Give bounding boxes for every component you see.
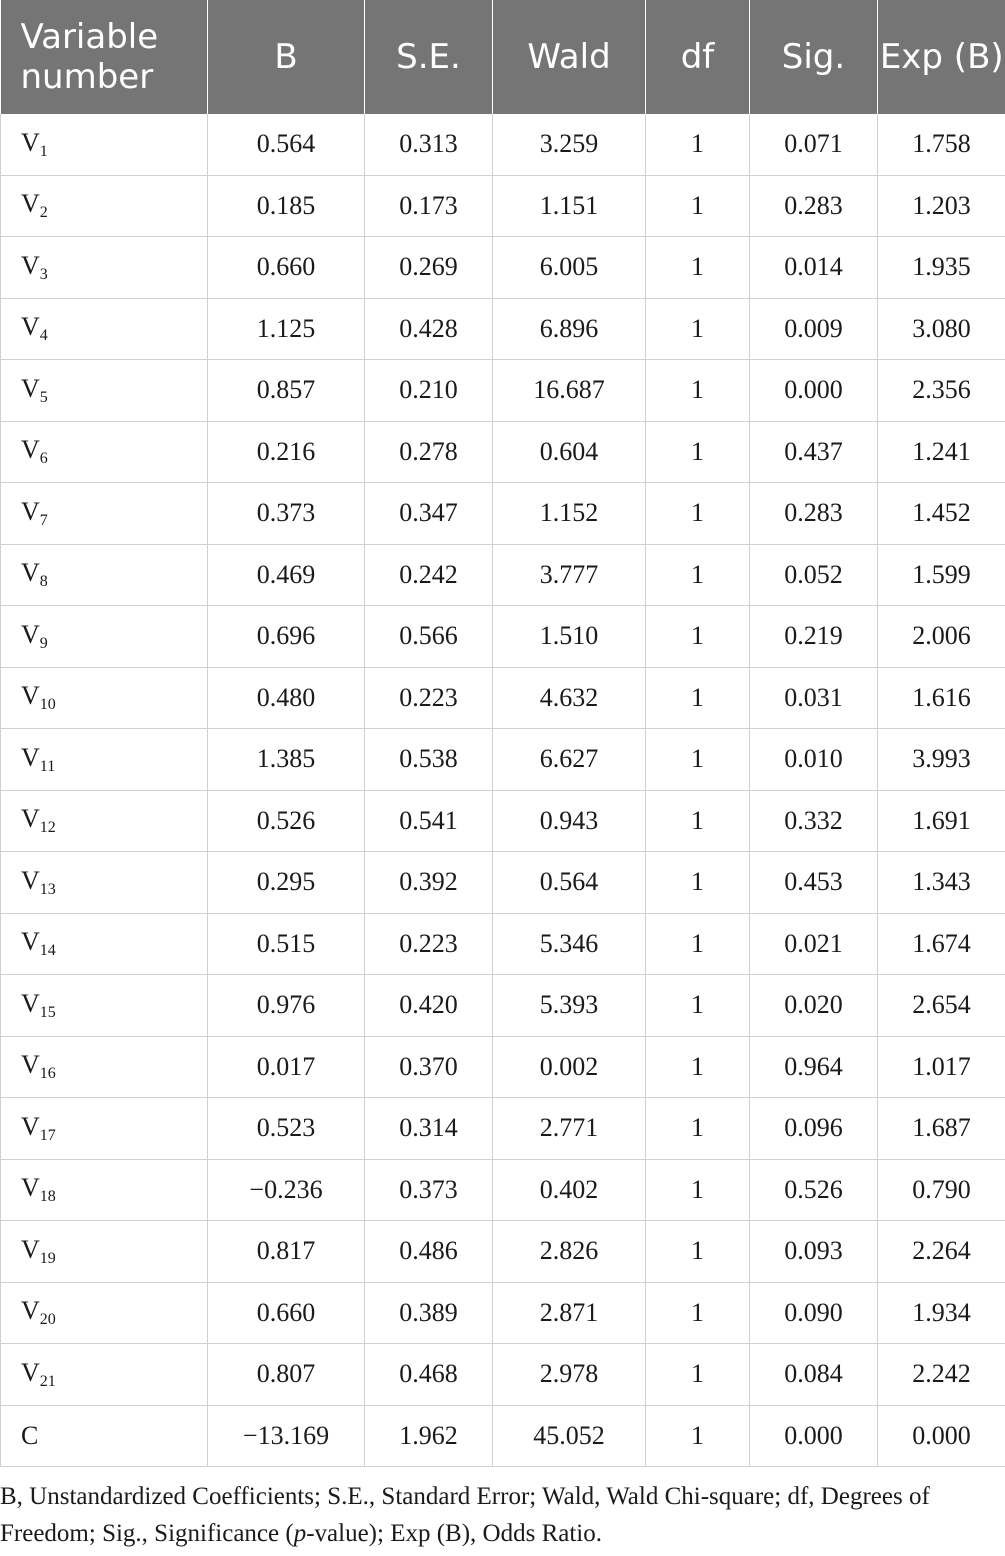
table-cell: −13.169 bbox=[208, 1405, 365, 1467]
variable-name: V bbox=[21, 988, 40, 1018]
table-cell: 1 bbox=[646, 544, 750, 606]
table-cell: 0.480 bbox=[208, 667, 365, 729]
table-row bbox=[1, 421, 1005, 483]
table-cell: 1.934 bbox=[878, 1282, 1005, 1344]
table-cell: 1 bbox=[646, 1221, 750, 1283]
column-header-2: B bbox=[208, 0, 365, 114]
table-cell: 1 bbox=[646, 421, 750, 483]
table-cell: 0.660 bbox=[208, 237, 365, 299]
table-cell: 0.857 bbox=[208, 360, 365, 422]
table-cell: 0.807 bbox=[208, 1344, 365, 1406]
table-row bbox=[1, 913, 1005, 975]
table-cell: 0.564 bbox=[208, 114, 365, 175]
table-cell: 0.453 bbox=[750, 852, 878, 914]
table-cell: 0.347 bbox=[365, 483, 493, 545]
variable-name: V bbox=[21, 1296, 40, 1326]
table-row bbox=[1, 114, 1005, 175]
variable-cell bbox=[1, 606, 208, 668]
table-row bbox=[1, 175, 1005, 237]
table-cell: 0.486 bbox=[365, 1221, 493, 1283]
table-cell: 0.000 bbox=[878, 1405, 1005, 1467]
variable-subscript: 21 bbox=[39, 1372, 56, 1390]
table-cell: 3.993 bbox=[878, 729, 1005, 791]
variable-cell bbox=[1, 175, 208, 237]
table-cell: 1.758 bbox=[878, 114, 1005, 175]
table-cell: 3.259 bbox=[493, 114, 646, 175]
table-cell: 1.510 bbox=[493, 606, 646, 668]
table-row bbox=[1, 483, 1005, 545]
table-cell: 0.014 bbox=[750, 237, 878, 299]
table-cell: 0.219 bbox=[750, 606, 878, 668]
table-cell: 0.566 bbox=[365, 606, 493, 668]
table-cell: 2.654 bbox=[878, 975, 1005, 1037]
table-cell: 0.295 bbox=[208, 852, 365, 914]
table-cell: 0.071 bbox=[750, 114, 878, 175]
table-cell: 0.017 bbox=[208, 1036, 365, 1098]
variable-subscript: 6 bbox=[39, 450, 48, 468]
table-cell: 1 bbox=[646, 1344, 750, 1406]
table-cell: 2.771 bbox=[493, 1098, 646, 1160]
table-body bbox=[1, 114, 1005, 1467]
table-cell: 1.151 bbox=[493, 175, 646, 237]
variable-cell bbox=[1, 1221, 208, 1283]
variable-name: V bbox=[21, 250, 40, 280]
variable-subscript: 2 bbox=[39, 204, 48, 222]
table-cell: 0.402 bbox=[493, 1159, 646, 1221]
column-header-6: Sig. bbox=[750, 0, 878, 114]
table-row bbox=[1, 1344, 1005, 1406]
table-cell: 0.283 bbox=[750, 483, 878, 545]
variable-name: V bbox=[21, 189, 40, 219]
variable-subscript: 13 bbox=[39, 880, 56, 898]
table-cell: 1 bbox=[646, 790, 750, 852]
table-cell: 0.313 bbox=[365, 114, 493, 175]
variable-subscript: 4 bbox=[39, 327, 48, 345]
table-cell: 1 bbox=[646, 606, 750, 668]
table-cell: 0.428 bbox=[365, 298, 493, 360]
table-cell: 0.523 bbox=[208, 1098, 365, 1160]
table-cell: 0.943 bbox=[493, 790, 646, 852]
table-cell: 1 bbox=[646, 975, 750, 1037]
variable-cell bbox=[1, 975, 208, 1037]
table-cell: 1.343 bbox=[878, 852, 1005, 914]
variable-name: V bbox=[21, 312, 40, 342]
table-cell: 0.223 bbox=[365, 913, 493, 975]
table-cell: 1.241 bbox=[878, 421, 1005, 483]
variable-subscript: 18 bbox=[39, 1188, 56, 1206]
table-cell: 1.385 bbox=[208, 729, 365, 791]
table-cell: 0.278 bbox=[365, 421, 493, 483]
table-cell: 0.604 bbox=[493, 421, 646, 483]
table-cell: 0.002 bbox=[493, 1036, 646, 1098]
column-header-3: S.E. bbox=[365, 0, 493, 114]
table-cell: 2.978 bbox=[493, 1344, 646, 1406]
table-row bbox=[1, 729, 1005, 791]
table-cell: 1.125 bbox=[208, 298, 365, 360]
table-cell: 1 bbox=[646, 298, 750, 360]
column-header-7: Exp (B) bbox=[878, 0, 1005, 114]
table-row bbox=[1, 1098, 1005, 1160]
variable-cell bbox=[1, 790, 208, 852]
variable-subscript: 9 bbox=[39, 634, 48, 652]
variable-name: V bbox=[21, 619, 40, 649]
table-cell: 5.393 bbox=[493, 975, 646, 1037]
table-row bbox=[1, 298, 1005, 360]
table-cell: 0.964 bbox=[750, 1036, 878, 1098]
variable-cell bbox=[1, 544, 208, 606]
table-cell: −0.236 bbox=[208, 1159, 365, 1221]
table-cell: 0.515 bbox=[208, 913, 365, 975]
table-cell: 0.541 bbox=[365, 790, 493, 852]
table-cell: 1.152 bbox=[493, 483, 646, 545]
variable-cell bbox=[1, 913, 208, 975]
variable-subscript: 12 bbox=[39, 819, 56, 837]
variable-subscript: 8 bbox=[39, 573, 48, 591]
table-row bbox=[1, 1036, 1005, 1098]
table-cell: 1.017 bbox=[878, 1036, 1005, 1098]
table-cell: 1.452 bbox=[878, 483, 1005, 545]
variable-name: V bbox=[21, 681, 40, 711]
variable-cell bbox=[1, 1159, 208, 1221]
table-cell: 2.871 bbox=[493, 1282, 646, 1344]
table-cell: 2.242 bbox=[878, 1344, 1005, 1406]
table-cell: 1.599 bbox=[878, 544, 1005, 606]
variable-name: V bbox=[21, 558, 40, 588]
table-cell: 1 bbox=[646, 913, 750, 975]
table-cell: 0.269 bbox=[365, 237, 493, 299]
variable-name: V bbox=[21, 435, 40, 465]
variable-cell bbox=[1, 360, 208, 422]
table-cell: 0.526 bbox=[750, 1159, 878, 1221]
table-cell: 6.005 bbox=[493, 237, 646, 299]
table-row bbox=[1, 237, 1005, 299]
table-row bbox=[1, 1221, 1005, 1283]
table-cell: 0.009 bbox=[750, 298, 878, 360]
variable-cell bbox=[1, 852, 208, 914]
table-cell: 1.616 bbox=[878, 667, 1005, 729]
table-row bbox=[1, 975, 1005, 1037]
table-cell: 0.696 bbox=[208, 606, 365, 668]
variable-name: V bbox=[21, 865, 40, 895]
table-cell: 1 bbox=[646, 114, 750, 175]
table-cell: 1 bbox=[646, 1036, 750, 1098]
table-cell: 4.632 bbox=[493, 667, 646, 729]
table-cell: 0.538 bbox=[365, 729, 493, 791]
table-cell: 1 bbox=[646, 1282, 750, 1344]
table-cell: 1.935 bbox=[878, 237, 1005, 299]
table-cell: 45.052 bbox=[493, 1405, 646, 1467]
table-cell: 0.000 bbox=[750, 1405, 878, 1467]
variable-cell bbox=[1, 1405, 208, 1467]
footnote-text-after: -value); Exp (B), Odds Ratio. bbox=[306, 1520, 602, 1547]
table-cell: 0.031 bbox=[750, 667, 878, 729]
variable-cell bbox=[1, 1036, 208, 1098]
table-cell: 0.373 bbox=[208, 483, 365, 545]
variable-cell bbox=[1, 667, 208, 729]
table-cell: 6.896 bbox=[493, 298, 646, 360]
table-cell: 2.826 bbox=[493, 1221, 646, 1283]
table-cell: 0.052 bbox=[750, 544, 878, 606]
variable-name: V bbox=[21, 1173, 40, 1203]
table-row bbox=[1, 606, 1005, 668]
table-cell: 0.526 bbox=[208, 790, 365, 852]
table-cell: 1 bbox=[646, 1405, 750, 1467]
variable-subscript: 11 bbox=[39, 757, 56, 775]
variable-name: V bbox=[21, 373, 40, 403]
table-cell: 0.332 bbox=[750, 790, 878, 852]
table-cell: 0.817 bbox=[208, 1221, 365, 1283]
variable-name: V bbox=[21, 927, 40, 957]
variable-name: V bbox=[21, 1357, 40, 1387]
table-cell: 0.242 bbox=[365, 544, 493, 606]
table-cell: 0.976 bbox=[208, 975, 365, 1037]
variable-subscript: 1 bbox=[39, 142, 48, 160]
variable-cell bbox=[1, 237, 208, 299]
table-cell: 0.314 bbox=[365, 1098, 493, 1160]
table-cell: 0.010 bbox=[750, 729, 878, 791]
table-row bbox=[1, 1159, 1005, 1221]
table-row bbox=[1, 790, 1005, 852]
variable-subscript: 16 bbox=[39, 1065, 56, 1083]
table-cell: 0.000 bbox=[750, 360, 878, 422]
table-cell: 1 bbox=[646, 483, 750, 545]
table-cell: 0.468 bbox=[365, 1344, 493, 1406]
table-cell: 5.346 bbox=[493, 913, 646, 975]
table-cell: 1.691 bbox=[878, 790, 1005, 852]
table-cell: 1 bbox=[646, 175, 750, 237]
table-cell: 3.777 bbox=[493, 544, 646, 606]
table-cell: 0.564 bbox=[493, 852, 646, 914]
variable-cell bbox=[1, 1282, 208, 1344]
table-cell: 1.962 bbox=[365, 1405, 493, 1467]
variable-subscript: 15 bbox=[39, 1003, 56, 1021]
table-cell: 0.210 bbox=[365, 360, 493, 422]
variable-cell bbox=[1, 729, 208, 791]
table-cell: 0.185 bbox=[208, 175, 365, 237]
footnote-italic-p: p bbox=[293, 1520, 307, 1547]
table-cell: 0.660 bbox=[208, 1282, 365, 1344]
table-cell: 2.356 bbox=[878, 360, 1005, 422]
table-cell: 1 bbox=[646, 729, 750, 791]
variable-subscript: 14 bbox=[39, 942, 56, 960]
variable-cell bbox=[1, 483, 208, 545]
table-row bbox=[1, 544, 1005, 606]
table-cell: 2.264 bbox=[878, 1221, 1005, 1283]
variable-name: V bbox=[21, 496, 40, 526]
table-cell: 0.093 bbox=[750, 1221, 878, 1283]
variable-subscript: 3 bbox=[39, 265, 48, 283]
variable-subscript: 20 bbox=[39, 1311, 56, 1329]
table-cell: 0.283 bbox=[750, 175, 878, 237]
variable-subscript: 10 bbox=[39, 696, 56, 714]
variable-name: V bbox=[21, 1050, 40, 1080]
table-cell: 0.790 bbox=[878, 1159, 1005, 1221]
variable-cell bbox=[1, 1344, 208, 1406]
variable-cell bbox=[1, 114, 208, 175]
variable-subscript: 19 bbox=[39, 1249, 56, 1267]
table-cell: 0.090 bbox=[750, 1282, 878, 1344]
table-row bbox=[1, 667, 1005, 729]
table-cell: 16.687 bbox=[493, 360, 646, 422]
table-row bbox=[1, 360, 1005, 422]
table-cell: 0.437 bbox=[750, 421, 878, 483]
table-cell: 0.096 bbox=[750, 1098, 878, 1160]
column-header-5: df bbox=[646, 0, 750, 114]
table-cell: 1 bbox=[646, 667, 750, 729]
variable-cell bbox=[1, 298, 208, 360]
table-row bbox=[1, 1282, 1005, 1344]
variable-subscript: 5 bbox=[39, 388, 48, 406]
table-cell: 0.223 bbox=[365, 667, 493, 729]
variable-name: V bbox=[21, 127, 40, 157]
table-cell: 1 bbox=[646, 1159, 750, 1221]
column-header-1: Variable number bbox=[1, 0, 208, 114]
table-cell: 0.173 bbox=[365, 175, 493, 237]
table-cell: 0.216 bbox=[208, 421, 365, 483]
variable-subscript: 17 bbox=[39, 1126, 56, 1144]
table-cell: 0.370 bbox=[365, 1036, 493, 1098]
variable-name: V bbox=[21, 1234, 40, 1264]
table-header bbox=[1, 0, 1005, 114]
table-footnote bbox=[0, 1478, 1000, 1552]
table-cell: 1.203 bbox=[878, 175, 1005, 237]
variable-name: V bbox=[21, 742, 40, 772]
variable-subscript: 7 bbox=[39, 511, 48, 529]
variable-name: V bbox=[21, 804, 40, 834]
footnote-text-before: B, Unstandardized Coefficients; S.E., Standard Error; Wald, Wald Chi-square; df, Degrees of Freedom; Sig., Significance ( bbox=[0, 1483, 930, 1547]
column-header-4: Wald bbox=[493, 0, 646, 114]
header-row bbox=[1, 0, 1005, 114]
variable-name: V bbox=[21, 1111, 40, 1141]
table-cell: 1 bbox=[646, 1098, 750, 1160]
table-cell: 2.006 bbox=[878, 606, 1005, 668]
table-row bbox=[1, 1405, 1005, 1467]
variable-cell bbox=[1, 421, 208, 483]
variable-name: C bbox=[21, 1420, 39, 1450]
table-cell: 0.392 bbox=[365, 852, 493, 914]
table-cell: 1.687 bbox=[878, 1098, 1005, 1160]
table-cell: 1.674 bbox=[878, 913, 1005, 975]
table-cell: 6.627 bbox=[493, 729, 646, 791]
table-cell: 0.420 bbox=[365, 975, 493, 1037]
table-cell: 1 bbox=[646, 852, 750, 914]
table-cell: 3.080 bbox=[878, 298, 1005, 360]
table-cell: 0.021 bbox=[750, 913, 878, 975]
variable-cell bbox=[1, 1098, 208, 1160]
table-cell: 1 bbox=[646, 237, 750, 299]
table-cell: 1 bbox=[646, 360, 750, 422]
table-row bbox=[1, 852, 1005, 914]
table-cell: 0.373 bbox=[365, 1159, 493, 1221]
table-cell: 0.084 bbox=[750, 1344, 878, 1406]
table-cell: 0.020 bbox=[750, 975, 878, 1037]
table-cell: 0.389 bbox=[365, 1282, 493, 1344]
table-cell: 0.469 bbox=[208, 544, 365, 606]
